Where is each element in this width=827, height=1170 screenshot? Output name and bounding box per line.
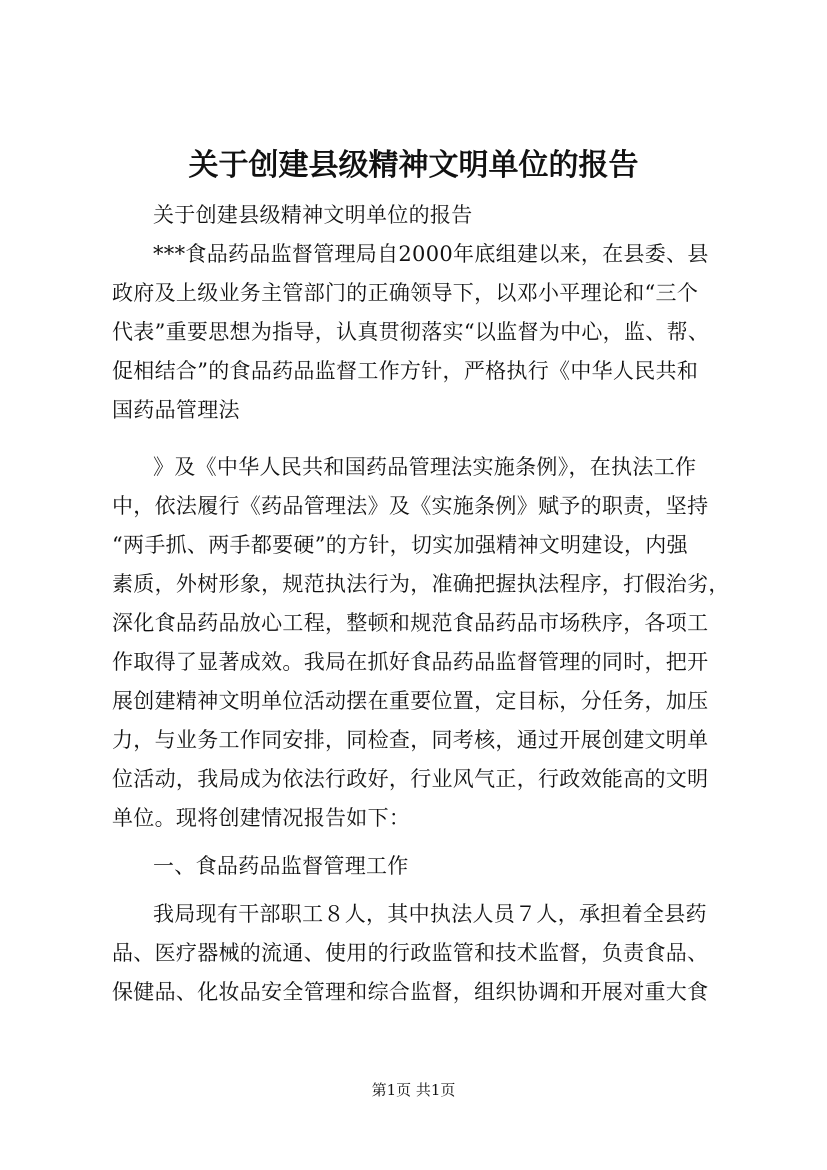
paragraph-line: 单位。现将创建情况报告如下：	[112, 806, 411, 830]
paragraph-line: 作取得了显著成效。我局在抓好食品药品监督管理的同时，把开	[112, 650, 709, 674]
paragraph-line: 展创建精神文明单位活动摆在重要位置，定目标，分任务，加压	[112, 689, 709, 713]
page-footer: 第1页 共1页	[371, 1081, 456, 1099]
paragraph-line: 位活动，我局成为依法行政好，行业风气正，行政效能高的文明	[112, 767, 709, 791]
paragraph-line: 促相结合”的食品药品监督工作方针，严格执行《中华人民共和	[112, 359, 699, 383]
paragraph-line: 力，与业务工作同安排，同检查，同考核，通过开展创建文明单	[112, 728, 709, 752]
paragraph-line: 关于创建县级精神文明单位的报告	[153, 203, 473, 227]
paragraph-line: 品、医疗器械的流通、使用的行政监管和技术监督，负责食品、	[112, 941, 709, 965]
paragraph-line: 》及《中华人民共和国药品管理法实施条例》，在执法工作	[153, 455, 697, 479]
section-heading: 一、食品药品监督管理工作	[153, 854, 409, 878]
paragraph-line: 中，依法履行《药品管理法》及《实施条例》赋予的职责，坚持	[112, 494, 709, 518]
paragraph-line: 深化食品药品放心工程，整顿和规范食品药品市场秩序，各项工	[112, 611, 709, 635]
paragraph-line: 我局现有干部职工８人，其中执法人员７人，承担着全县药	[153, 902, 707, 926]
document-title: 关于创建县级精神文明单位的报告	[188, 148, 639, 183]
paragraph-line: 代表”重要思想为指导，认真贯彻落实“以监督为中心，监、帮、	[112, 320, 710, 344]
paragraph-line: “两手抓、两手都要硬”的方针，切实加强精神文明建设，内强	[112, 533, 688, 557]
paragraph-line: ***食品药品监督管理局自2000年底组建以来，在县委、县	[153, 242, 709, 266]
paragraph-line: 政府及上级业务主管部门的正确领导下，以邓小平理论和“三个	[112, 281, 699, 305]
paragraph-line: 国药品管理法	[112, 398, 240, 422]
paragraph-line: 保健品、化妆品安全管理和综合监督，组织协调和开展对重大食	[112, 980, 709, 1004]
paragraph-line: 素质，外树形象，规范执法行为，准确把握执法程序，打假治劣，	[112, 572, 730, 596]
